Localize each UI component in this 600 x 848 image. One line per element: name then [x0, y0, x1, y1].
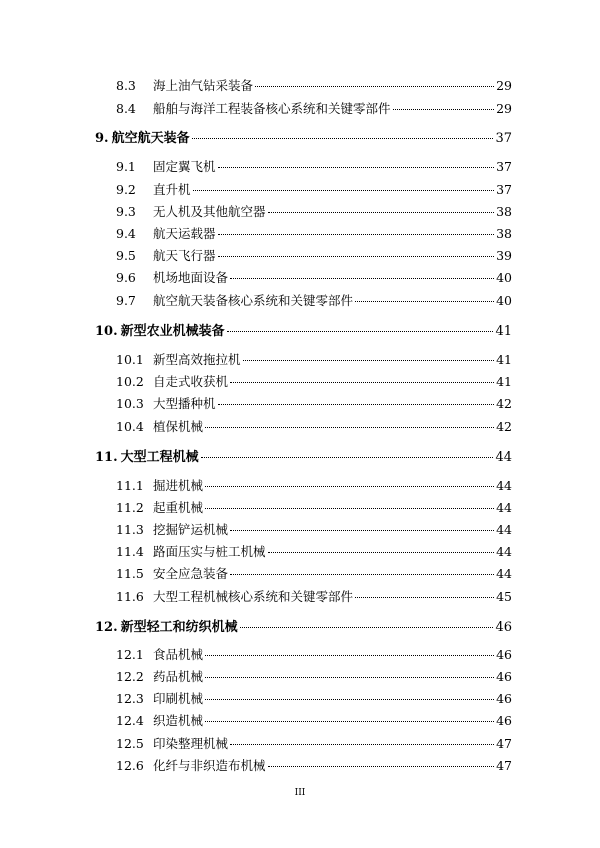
toc-entry-page: 37 [496, 159, 512, 174]
toc-entry-number: 8.4 [116, 101, 136, 116]
toc-entry-page: 46 [496, 669, 512, 684]
dot-leader [255, 86, 494, 87]
toc-section-entry[interactable] [116, 268, 512, 286]
toc-section-entry[interactable] [116, 76, 512, 94]
toc-entry-number: 12.2 [116, 669, 144, 684]
toc-entry-number: 12.6 [116, 758, 144, 773]
dot-leader [193, 190, 495, 191]
toc-entry-title: 食品机械 [153, 647, 204, 662]
dot-leader [230, 382, 494, 383]
toc-entry-page: 41 [496, 352, 512, 367]
toc-section-entry[interactable] [116, 756, 512, 774]
toc-entry-page: 38 [496, 204, 512, 219]
toc-entry-page: 44 [496, 500, 512, 515]
toc-entry-title: 化纤与非织造布机械 [153, 758, 266, 773]
toc-entry-title: 直升机 [153, 182, 191, 197]
dot-leader [205, 427, 494, 428]
dot-leader [230, 530, 494, 531]
dot-leader [218, 234, 495, 235]
toc-entry-title: 挖掘铲运机械 [153, 522, 229, 537]
toc-entry-title: 印染整理机械 [153, 736, 229, 751]
toc-section-entry[interactable] [116, 542, 512, 560]
toc-section-entry[interactable] [116, 476, 512, 494]
dot-leader [205, 655, 494, 656]
toc-entry-page: 45 [496, 589, 512, 604]
dot-leader [192, 138, 494, 139]
toc-entry-title: 大型播种机 [153, 396, 216, 411]
toc-entry-title: 掘进机械 [153, 478, 204, 493]
toc-section-entry[interactable] [116, 417, 512, 435]
toc-entry-title: 新型轻工和纺织机械 [120, 620, 238, 635]
toc-chapter-entry[interactable] [95, 616, 512, 635]
toc-entry-number: 9.1 [116, 159, 136, 174]
toc-entry-title: 大型工程机械 [120, 450, 199, 465]
toc-entry-title: 航空航天装备核心系统和关键零部件 [153, 293, 354, 308]
toc-chapter-entry[interactable] [95, 127, 512, 146]
toc-section-entry[interactable] [116, 202, 512, 220]
toc-entry-title: 印刷机械 [153, 691, 204, 706]
dot-leader [205, 721, 494, 722]
dot-leader [218, 167, 495, 168]
toc-entry-number: 11.2 [116, 500, 144, 515]
toc-section-entry[interactable] [116, 99, 512, 117]
toc-entry-title: 航天运载器 [153, 226, 216, 241]
toc-entry-page: 42 [496, 396, 512, 411]
toc-section-entry[interactable] [116, 157, 512, 175]
dot-leader [205, 486, 494, 487]
toc-entry-title: 大型工程机械核心系统和关键零部件 [153, 589, 354, 604]
toc-entry-page: 41 [496, 374, 512, 389]
dot-leader [230, 744, 494, 745]
toc-entry-page: 44 [496, 544, 512, 559]
toc-entry-number: 11.4 [116, 544, 144, 559]
toc-entry-page: 44 [496, 522, 512, 537]
toc-entry-page: 39 [496, 248, 512, 263]
dot-leader [230, 574, 494, 575]
toc-entry-title: 自走式收获机 [153, 374, 229, 389]
toc-entry-title: 船舶与海洋工程装备核心系统和关键零部件 [153, 101, 391, 116]
toc-entry-title: 海上油气钻采装备 [153, 78, 254, 93]
toc-chapter-entry[interactable] [95, 446, 512, 465]
toc-entry-number: 10.4 [116, 419, 144, 434]
dot-leader [227, 331, 494, 332]
toc-section-entry[interactable] [116, 667, 512, 685]
dot-leader [355, 301, 494, 302]
toc-entry-number: 12.1 [116, 647, 144, 662]
toc-section-entry[interactable] [116, 711, 512, 729]
toc-entry-title: 织造机械 [153, 713, 204, 728]
dot-leader [205, 508, 494, 509]
toc-entry-number: 9.2 [116, 182, 136, 197]
toc-entry-title: 路面压实与桩工机械 [153, 544, 266, 559]
toc-entry-title: 新型高效拖拉机 [153, 352, 241, 367]
toc-entry-number: 9.3 [116, 204, 136, 219]
toc-entry-page: 40 [496, 270, 512, 285]
toc-entry-number: 12.3 [116, 691, 144, 706]
toc-entry-page: 38 [496, 226, 512, 241]
toc-section-entry[interactable] [116, 498, 512, 516]
toc-entry-page: 46 [495, 620, 512, 635]
dot-leader [268, 552, 495, 553]
toc-section-entry[interactable] [116, 645, 512, 663]
toc-entry-title: 机场地面设备 [153, 270, 229, 285]
toc-entry-title: 固定翼飞机 [153, 159, 216, 174]
toc-entry-page: 46 [496, 713, 512, 728]
toc-entry-number: 11.1 [116, 478, 144, 493]
toc-entry-number: 9. [95, 131, 109, 146]
toc-section-entry[interactable] [116, 224, 512, 242]
dot-leader [355, 597, 494, 598]
toc-entry-number: 11.6 [116, 589, 144, 604]
toc-entry-number: 10.3 [116, 396, 144, 411]
toc-entry-page: 29 [496, 78, 512, 93]
toc-section-entry[interactable] [116, 350, 512, 368]
dot-leader [268, 212, 495, 213]
toc-entry-page: 41 [495, 324, 512, 339]
toc-entry-page: 47 [496, 758, 512, 773]
toc-section-entry[interactable] [116, 394, 512, 412]
toc-entry-number: 9.4 [116, 226, 136, 241]
toc-entry-page: 29 [496, 101, 512, 116]
toc-entry-title: 起重机械 [153, 500, 204, 515]
dot-leader [240, 627, 494, 628]
toc-entry-title: 航天飞行器 [153, 248, 216, 263]
toc-entry-number: 12.5 [116, 736, 144, 751]
toc-section-entry[interactable] [116, 587, 512, 605]
toc-entry-title: 药品机械 [153, 669, 204, 684]
dot-leader [268, 766, 495, 767]
toc-section-entry[interactable] [116, 372, 512, 390]
dot-leader [230, 278, 494, 279]
dot-leader [243, 360, 495, 361]
toc-entry-page: 37 [496, 182, 512, 197]
toc-entry-page: 44 [496, 478, 512, 493]
toc-entry-number: 12. [95, 620, 118, 635]
toc-entry-title: 安全应急装备 [153, 566, 229, 581]
toc-entry-number: 10.2 [116, 374, 144, 389]
toc-section-entry[interactable] [116, 564, 512, 582]
dot-leader [218, 404, 495, 405]
toc-section-entry[interactable] [116, 689, 512, 707]
toc-entry-number: 11. [95, 450, 118, 465]
toc-entry-number: 9.6 [116, 270, 136, 285]
toc-section-entry[interactable] [116, 246, 512, 264]
toc-entry-number: 9.5 [116, 248, 136, 263]
toc-section-entry[interactable] [116, 734, 512, 752]
toc-entry-number: 12.4 [116, 713, 144, 728]
toc-entry-number: 10.1 [116, 352, 144, 367]
toc-entry-number: 10. [95, 324, 118, 339]
toc-section-entry[interactable] [116, 291, 512, 309]
toc-entry-page: 42 [496, 419, 512, 434]
toc-section-entry[interactable] [116, 520, 512, 538]
toc-entry-page: 37 [495, 131, 512, 146]
toc-entry-page: 44 [495, 450, 512, 465]
dot-leader [201, 457, 494, 458]
toc-entry-number: 11.3 [116, 522, 144, 537]
toc-entry-page: 46 [496, 691, 512, 706]
toc-entry-number: 11.5 [116, 566, 144, 581]
toc-entry-title: 航空航天装备 [111, 131, 190, 146]
toc-chapter-entry[interactable] [95, 320, 512, 339]
toc-entry-page: 44 [496, 566, 512, 581]
toc-entry-title: 植保机械 [153, 419, 204, 434]
page-number: III [294, 788, 306, 798]
dot-leader [205, 677, 494, 678]
toc-entry-page: 47 [496, 736, 512, 751]
dot-leader [218, 256, 495, 257]
toc-entry-page: 40 [496, 293, 512, 308]
toc-section-entry[interactable] [116, 180, 512, 198]
toc-entry-number: 9.7 [116, 293, 136, 308]
dot-leader [393, 109, 495, 110]
toc-entry-number: 8.3 [116, 78, 136, 93]
toc-entry-title: 新型农业机械装备 [120, 324, 225, 339]
dot-leader [205, 699, 494, 700]
toc-entry-page: 46 [496, 647, 512, 662]
toc-entry-title: 无人机及其他航空器 [153, 204, 266, 219]
